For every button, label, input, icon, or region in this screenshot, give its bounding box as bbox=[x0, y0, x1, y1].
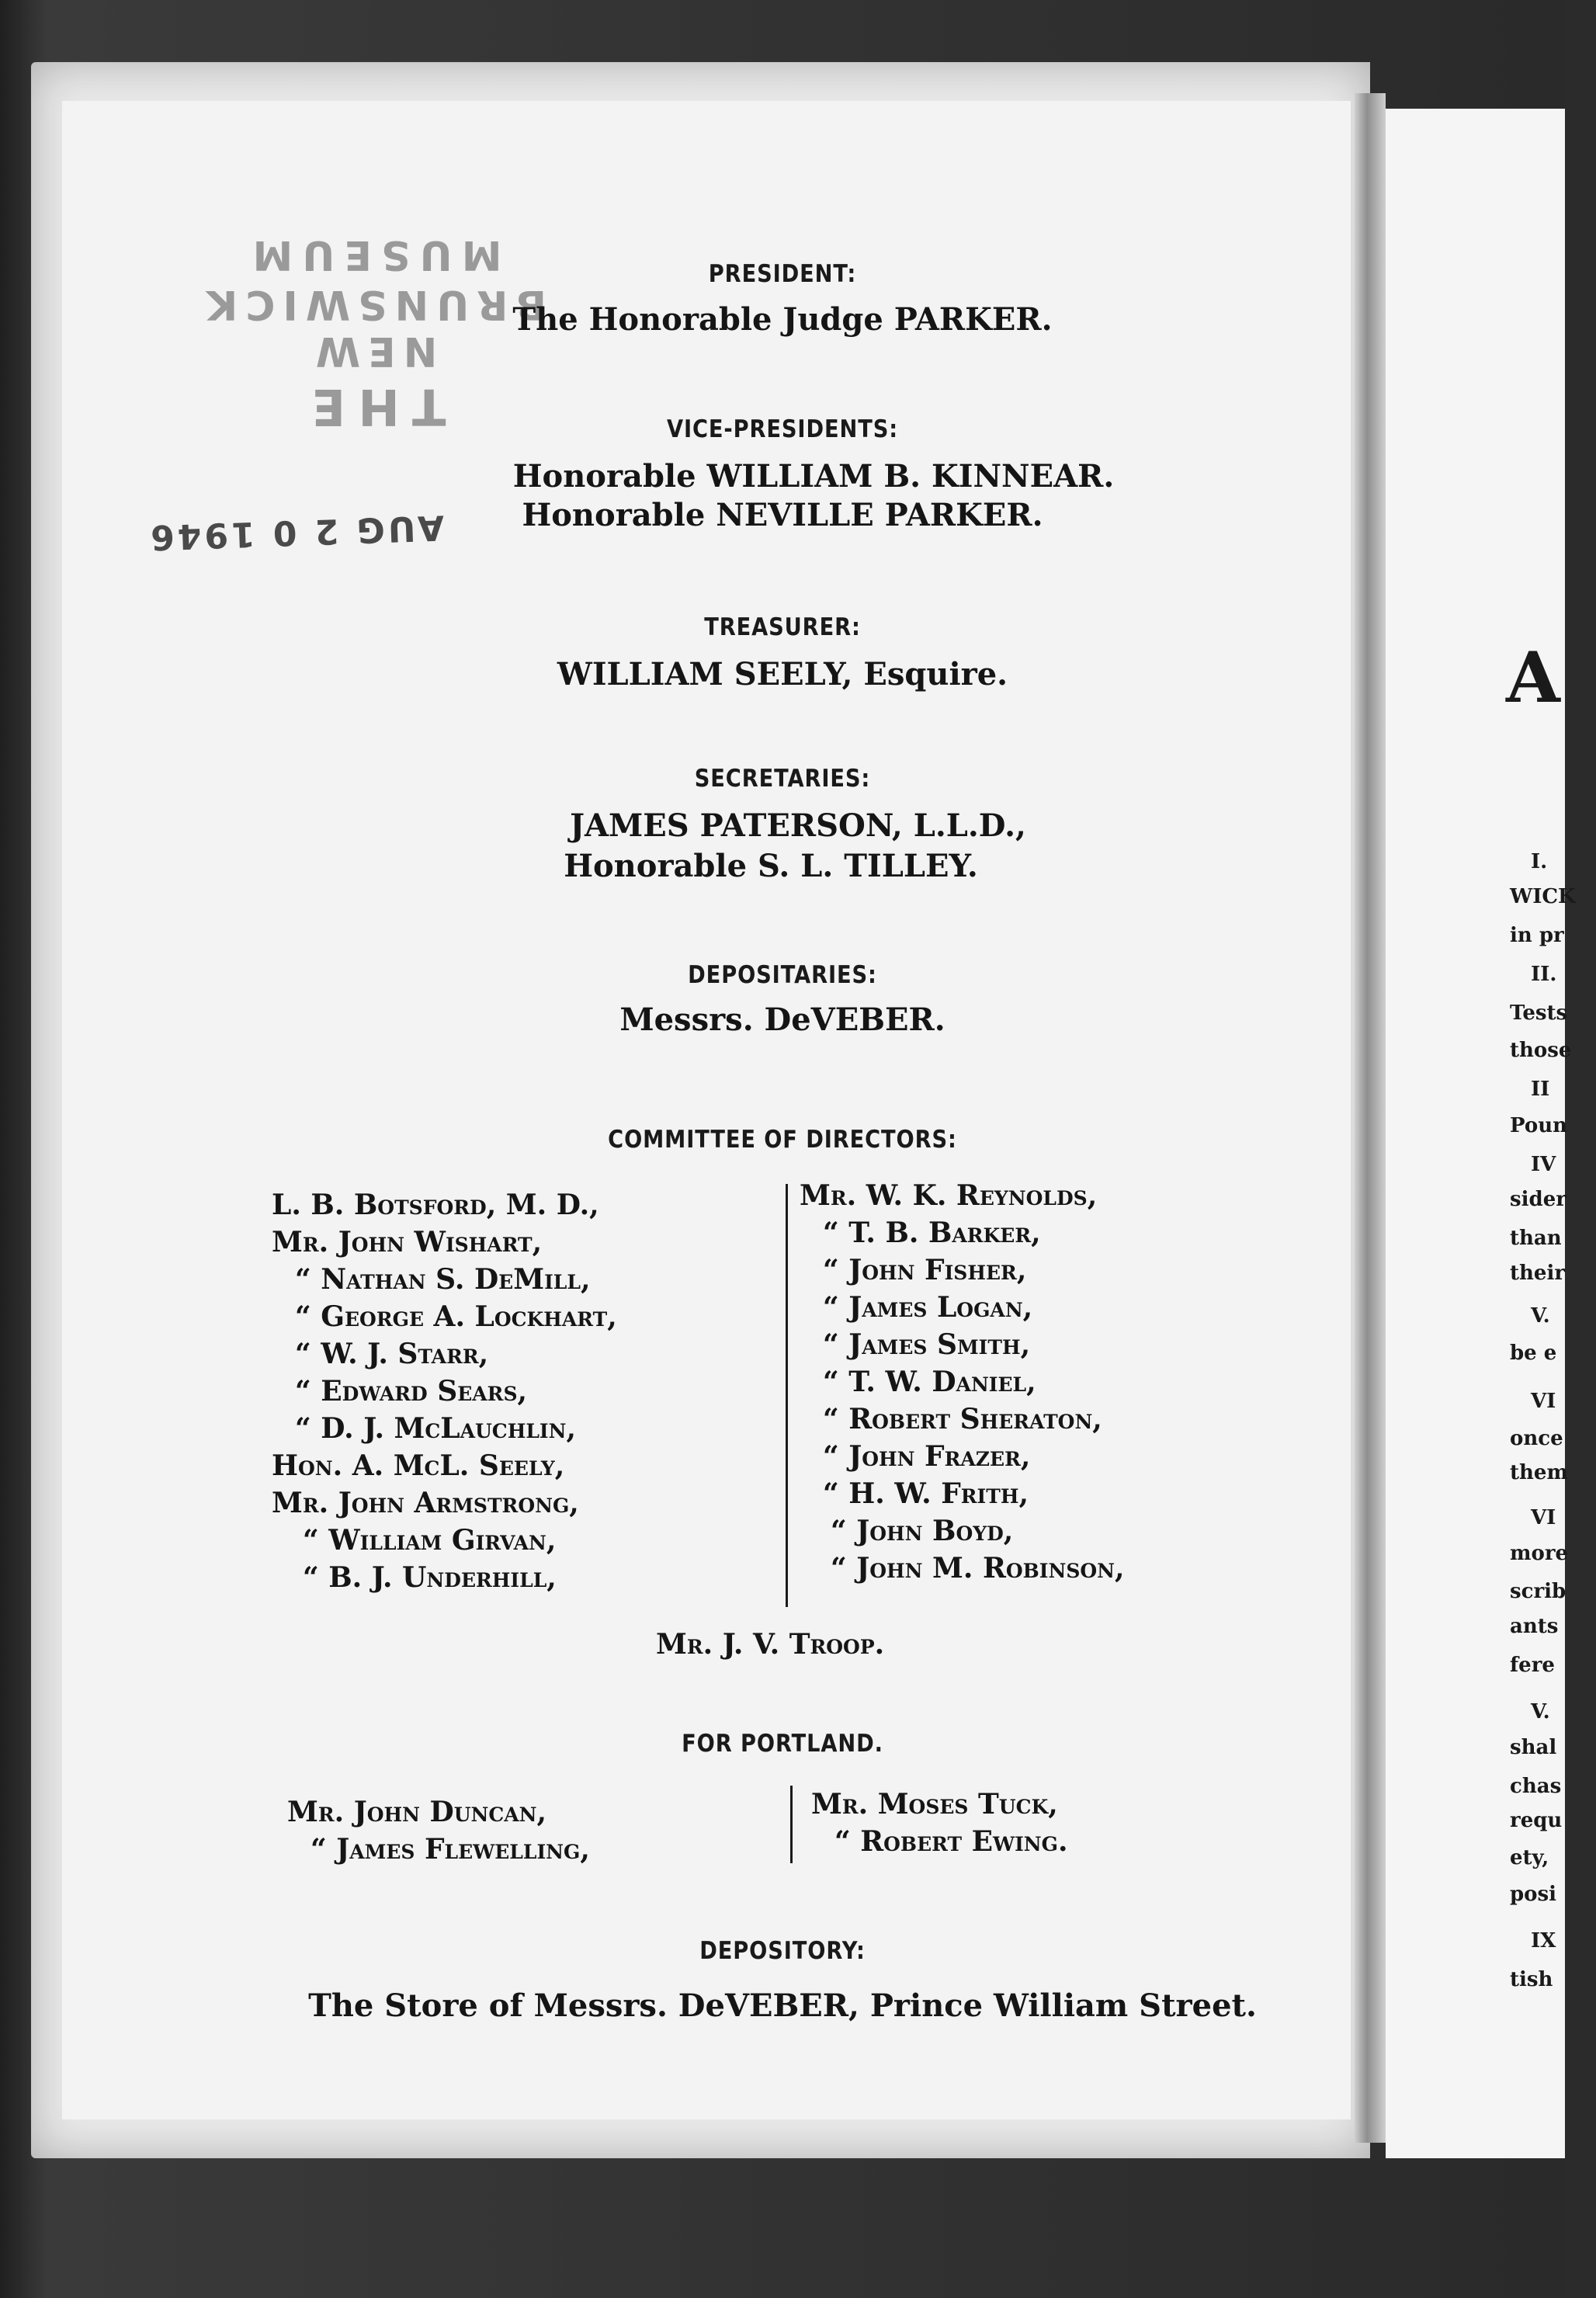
facing-page-line: their bbox=[1510, 1262, 1566, 1285]
director-name: “ Nathan S. DeMill, bbox=[295, 1263, 591, 1296]
depositaries-heading: DEPOSITARIES: bbox=[688, 961, 877, 989]
facing-page-line: ants bbox=[1510, 1615, 1559, 1638]
facing-page-line: Tests bbox=[1510, 1001, 1568, 1025]
portland-director-name: Mr. Moses Tuck, bbox=[811, 1788, 1058, 1821]
director-name: “ James Smith, bbox=[823, 1328, 1031, 1361]
vice-president-2: Honorable NEVILLE PARKER. bbox=[522, 497, 1043, 533]
facing-page-line: posi bbox=[1510, 1883, 1557, 1906]
facing-page-line: those bbox=[1510, 1039, 1572, 1062]
vice-presidents-heading: VICE-PRESIDENTS: bbox=[666, 415, 899, 443]
director-name: “ T. B. Barker, bbox=[823, 1217, 1041, 1249]
director-name: Hon. A. McL. Seely, bbox=[272, 1449, 565, 1482]
facing-page-line: II. bbox=[1531, 963, 1557, 986]
facing-page-line: IX bbox=[1531, 1929, 1556, 1953]
director-name: “ B. J. Underhill, bbox=[303, 1561, 557, 1594]
facing-page-line: II bbox=[1531, 1078, 1550, 1101]
stamp-line-1: THE bbox=[299, 377, 446, 435]
portland-director-name: “ James Flewelling, bbox=[311, 1833, 590, 1866]
stamp-line-2: NEW BRUNSWICK bbox=[198, 281, 547, 374]
date-stamp: AUG 2 0 1946 bbox=[147, 507, 445, 557]
committee-right-column bbox=[800, 1177, 1125, 1587]
depository-heading: DEPOSITORY: bbox=[699, 1937, 866, 1965]
treasurer-name: WILLIAM SEELY, Esquire. bbox=[557, 656, 1008, 693]
secretaries-heading: SECRETARIES: bbox=[694, 765, 871, 793]
depositaries-name: Messrs. DeVEBER. bbox=[619, 1001, 945, 1038]
facing-page-line: scrib bbox=[1510, 1580, 1567, 1603]
portland-director-name: Mr. John Duncan, bbox=[287, 1796, 547, 1828]
facing-page-line: VI bbox=[1531, 1390, 1556, 1413]
director-name: “ H. W. Frith, bbox=[823, 1477, 1029, 1510]
facing-page-line: V. bbox=[1531, 1304, 1550, 1328]
president-name: The Honorable Judge PARKER. bbox=[512, 301, 1053, 338]
column-divider bbox=[786, 1184, 788, 1607]
director-name: “ Robert Sheraton, bbox=[823, 1403, 1102, 1435]
facing-page-line: tish bbox=[1510, 1968, 1553, 1991]
facing-page-line: than bbox=[1510, 1227, 1562, 1250]
portland-divider bbox=[790, 1786, 793, 1863]
president-heading: PRESIDENT: bbox=[708, 260, 857, 288]
stamp-line-3: MUSEUM bbox=[243, 231, 502, 278]
secretary-2: Honorable S. L. TILLEY. bbox=[564, 848, 978, 884]
director-name: “ John Frazer, bbox=[823, 1440, 1031, 1473]
facing-page-line: I. bbox=[1531, 850, 1548, 873]
facing-page-line: more bbox=[1510, 1542, 1569, 1565]
facing-page-line: shal bbox=[1510, 1736, 1557, 1759]
depository-text: The Store of Messrs. DeVEBER, Prince William Street. bbox=[308, 1987, 1257, 2024]
committee-heading: COMMITTEE OF DIRECTORS: bbox=[608, 1126, 957, 1154]
director-name: “ William Girvan, bbox=[303, 1524, 557, 1557]
committee-left-column bbox=[272, 1186, 617, 1596]
facing-page-line: WICK bbox=[1510, 885, 1576, 908]
facing-page-line: be e bbox=[1510, 1342, 1557, 1365]
director-name: “ George A. Lockhart, bbox=[295, 1300, 617, 1333]
director-name: Mr. W. K. Reynolds, bbox=[800, 1179, 1098, 1212]
vice-president-1: Honorable WILLIAM B. KINNEAR. bbox=[512, 458, 1115, 495]
portland-left-column bbox=[287, 1793, 590, 1868]
portland-heading: FOR PORTLAND. bbox=[682, 1730, 883, 1758]
committee-last-director: Mr. J. V. Troop. bbox=[656, 1628, 885, 1661]
facing-page-initial: A bbox=[1506, 637, 1560, 719]
treasurer-heading: TREASURER: bbox=[704, 613, 861, 641]
facing-page-line: ety, bbox=[1510, 1846, 1549, 1869]
facing-page-line: IV bbox=[1531, 1153, 1556, 1176]
portland-director-name: “ Robert Ewing. bbox=[834, 1825, 1068, 1858]
facing-page-line: fere bbox=[1510, 1654, 1555, 1677]
facing-page-line: chas bbox=[1510, 1775, 1562, 1798]
director-name: “ John Fisher, bbox=[823, 1254, 1027, 1286]
portland-right-column bbox=[811, 1786, 1068, 1860]
director-name: “ John Boyd, bbox=[831, 1515, 1014, 1547]
director-name: “ D. J. McLauchlin, bbox=[295, 1412, 576, 1445]
director-name: L. B. Botsford, M. D., bbox=[272, 1189, 599, 1221]
director-name: “ James Logan, bbox=[823, 1291, 1033, 1324]
director-name: “ W. J. Starr, bbox=[295, 1338, 489, 1370]
facing-page-line: in pr bbox=[1510, 924, 1564, 947]
director-name: “ T. W. Daniel, bbox=[823, 1366, 1036, 1398]
director-name: “ John M. Robinson, bbox=[831, 1552, 1125, 1585]
facing-page-line: them bbox=[1510, 1461, 1568, 1484]
facing-page-line: V. bbox=[1531, 1700, 1550, 1724]
facing-page-line: Poun bbox=[1510, 1114, 1568, 1137]
director-name: Mr. John Wishart, bbox=[272, 1226, 543, 1258]
director-name: “ Edward Sears, bbox=[295, 1375, 528, 1408]
director-name: Mr. John Armstrong, bbox=[272, 1487, 579, 1519]
facing-page-line: VI bbox=[1531, 1506, 1556, 1529]
facing-page-line: requ bbox=[1510, 1809, 1563, 1832]
secretary-1: JAMES PATERSON, L.L.D., bbox=[570, 807, 1026, 844]
facing-page-line: once bbox=[1510, 1427, 1563, 1450]
facing-page-line: sider bbox=[1510, 1188, 1567, 1211]
